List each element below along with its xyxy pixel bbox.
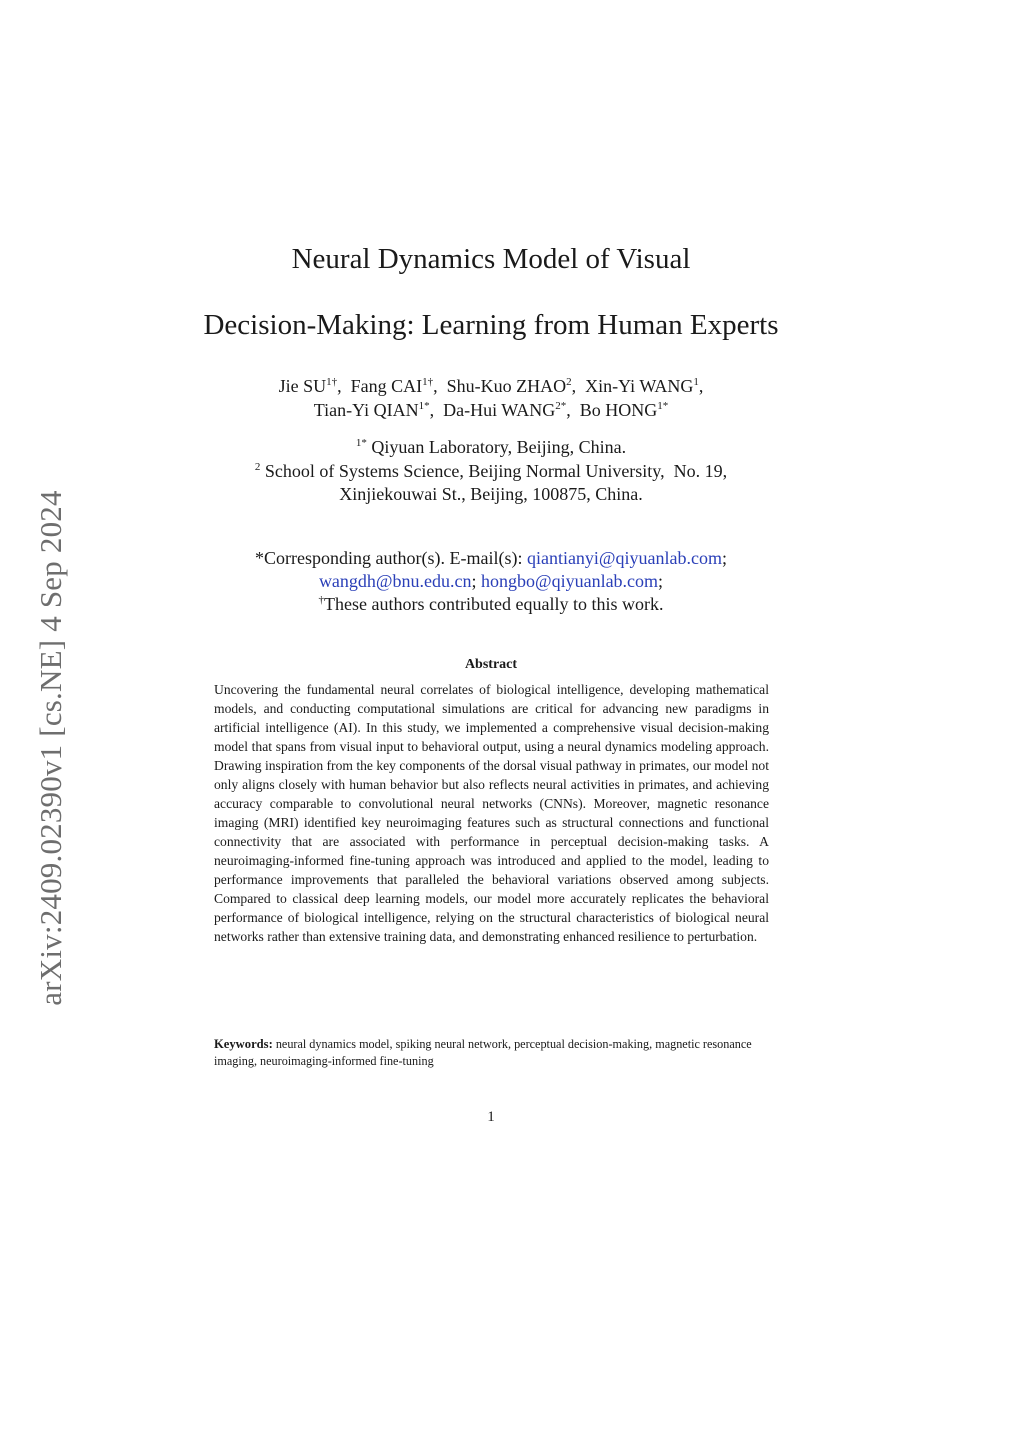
author-name: Shu-Kuo ZHAO	[446, 376, 567, 396]
email-separator: ;	[658, 571, 664, 591]
abstract-heading: Abstract	[464, 657, 518, 672]
author-affiliation-mark: 1*	[657, 400, 669, 412]
corresponding-emails-line	[0, 570, 982, 593]
email-separator: ;	[721, 548, 727, 568]
author-list-line-2	[0, 399, 982, 425]
email-link[interactable]: qiantianyi@qiyuanlab.com	[526, 548, 722, 568]
affiliation-mark: 2	[254, 461, 261, 473]
author-list-line-1	[0, 375, 982, 401]
affiliation-2-continued	[0, 483, 982, 506]
affiliation-1	[0, 436, 982, 462]
author-separator: ,	[337, 376, 351, 396]
page-number: 1	[487, 1109, 495, 1125]
affiliation-text: School of Systems Science, Beijing Normal University, No. 19,	[260, 461, 728, 481]
keywords	[214, 1036, 769, 1070]
corresponding-label: *Corresponding author(s). E-mail(s):	[255, 548, 527, 568]
author-name: Fang CAI	[350, 376, 423, 396]
corresponding-authors-line	[0, 547, 982, 570]
author-name: Xin-Yi WANG	[585, 376, 694, 396]
author-separator: ,	[698, 376, 704, 396]
author-affiliation-mark: 1*	[418, 400, 430, 412]
author-affiliation-mark: 1†	[326, 376, 338, 388]
author-affiliation-mark: 2	[566, 376, 572, 388]
author-name: Tian-Yi QIAN	[313, 400, 419, 420]
arxiv-identifier: arXiv:2409.02390v1 [cs.NE] 4 Sep 2024	[33, 490, 68, 1006]
author-name: Jie SU	[278, 376, 327, 396]
author-separator: ,	[566, 400, 580, 420]
affiliation-text: Xinjiekouwai St., Beijing, 100875, China.	[339, 484, 643, 504]
keywords-label: Keywords:	[214, 1037, 273, 1051]
equal-contribution-note	[0, 593, 982, 619]
author-separator: ,	[429, 400, 444, 420]
author-affiliation-mark: 1	[693, 376, 699, 388]
email-link[interactable]: hongbo@qiyuanlab.com	[481, 571, 659, 591]
author-separator: ,	[433, 376, 447, 396]
abstract-body: Uncovering the fundamental neural correlates of biological intelligence, developing mathematical models, and conducting computational simulations are critical for advancing new paradigms in artificial intelligence (AI). In this study, we implemented a comprehensive visual decision-making model that spans from visual input to behavioral output, using a neural dynamics modeling approach. Drawing inspiration from the key components of the dorsal visual pathway in primates, our model not only aligns closely with human behavior but also reflects neural activities in primates, and achieving accuracy comparable to convolutional neural networks (CNNs). Moreover, magnetic resonance imaging (MRI) identified key neuroimaging features such as structural connections and functional connectivity that are associated with performance in perceptual decision-making tasks. A neuroimaging-informed fine-tuning approach was introduced and applied to the model, leading to performance improvements that paralleled the behavioral variations observed among subjects. Compared to classical deep learning models, our model more accurately replicates the behavioral performance of biological intelligence, relying on the structural characteristics of biological neural networks rather than extensive training data, and demonstrating enhanced resilience to perturbation.	[214, 682, 769, 944]
affiliation-mark: 1*	[355, 437, 367, 449]
keywords-text: neural dynamics model, spiking neural network, perceptual decision-making, magnetic resonance imaging, neuroimaging-informed fine-tuning	[214, 1037, 755, 1068]
author-separator: ,	[571, 376, 586, 396]
author-name: Da-Hui WANG	[443, 400, 556, 420]
email-link[interactable]: wangdh@bnu.edu.cn	[318, 571, 472, 591]
email-separator: ;	[471, 571, 481, 591]
paper-title-line-1: Neural Dynamics Model of Visual	[291, 243, 691, 275]
affiliation-text: Qiyuan Laboratory, Beijing, China.	[366, 437, 627, 457]
paper-title-line-2: Decision-Making: Learning from Human Experts	[203, 309, 779, 341]
author-affiliation-mark: 2*	[555, 400, 567, 412]
author-name: Bo HONG	[579, 400, 658, 420]
author-affiliation-mark: 1†	[422, 376, 434, 388]
dagger-mark: †	[318, 594, 325, 606]
equal-contribution-text: These authors contributed equally to this work.	[324, 594, 664, 614]
